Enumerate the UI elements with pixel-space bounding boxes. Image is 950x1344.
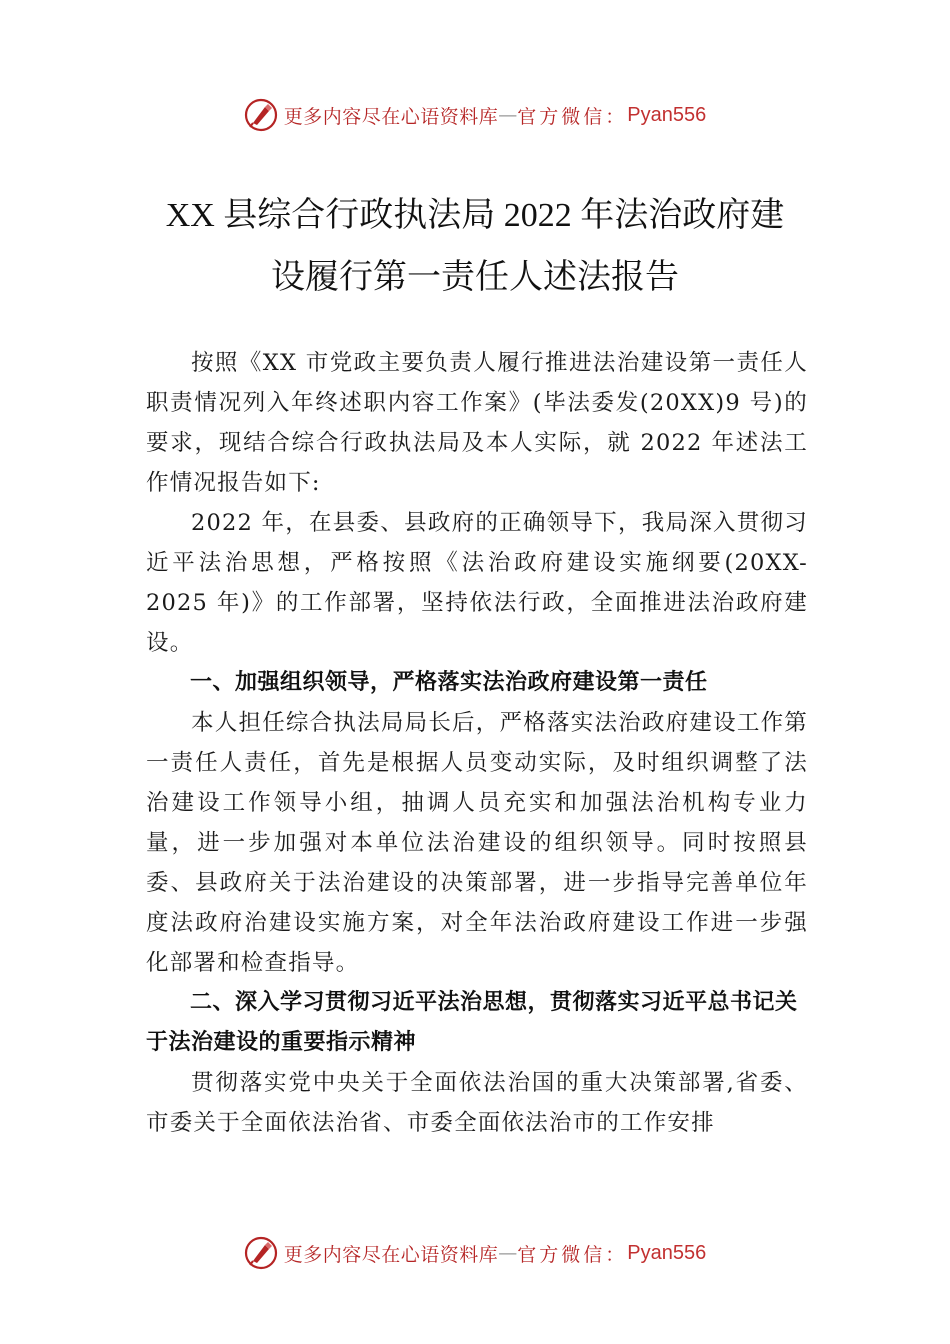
footer-banner [0, 1233, 950, 1273]
title-line-1: XX 县综合行政执法局 2022 年法治政府建 [165, 197, 785, 234]
paragraph-overview: 2022 年，在县委、县政府的正确领导下，我局深入贯彻习近平法治思想，严格按照《法治政府建设实施纲要(20XX-2025 年)》的工作部署，坚持依法行政，全面推进法治政府建设。 [146, 510, 808, 656]
paragraph-section-1: 本人担任综合执法局局长后，严格落实法治政府建设工作第一责任人责任，首先是根据人员变动实际，及时组织调整了法治建设工作领导小组，抽调人员充实和加强法治机构专业力量，进一步加强对本单位法治建设的组织领导。同时按照县委、县政府关于法治建设的决策部署，进一步指导完善单位年度法政府治建设实施方案，对全年法治政府建设工作进一步强化部署和检查指导。 [146, 710, 808, 976]
pen-nib-logo-icon [244, 1236, 278, 1270]
document-body [146, 343, 808, 1143]
banner-wechat-label: 官方微信： [517, 105, 628, 128]
banner-wechat-id: Pyan556 [627, 1241, 707, 1264]
document-title [100, 185, 850, 309]
banner-dash: — [498, 104, 518, 126]
pen-nib-logo-icon [244, 98, 278, 132]
header-banner [0, 95, 950, 135]
section-heading-2: 二、深入学习贯彻习近平法治思想，贯彻落实习近平总书记关于法治建设的重要指示精神 [146, 990, 798, 1055]
banner-wechat-id: Pyan556 [627, 103, 707, 126]
section-heading-1: 一、加强组织领导，严格落实法治政府建设第一责任 [190, 670, 708, 695]
paragraph-section-2: 贯彻落实党中央关于全面依法治国的重大决策部署,省委、市委关于全面依法治省、市委全面依法治市的工作安排 [146, 1070, 808, 1136]
paragraph-intro: 按照《XX 市党政主要负责人履行推进法治建设第一责任人职责情况列入年终述职内容工作案》(毕法委发(20XX)9 号)的要求，现结合综合行政执法局及本人实际，就 2022 年述法工作情况报告如下: [146, 350, 808, 496]
banner-text: 更多内容尽在心语资料库 [283, 105, 499, 128]
banner-text: 更多内容尽在心语资料库 [283, 1243, 499, 1266]
banner-wechat-label: 官方微信： [517, 1243, 628, 1266]
banner-dash: — [498, 1242, 518, 1264]
title-line-2: 设履行第一责任人述法报告 [271, 259, 679, 296]
